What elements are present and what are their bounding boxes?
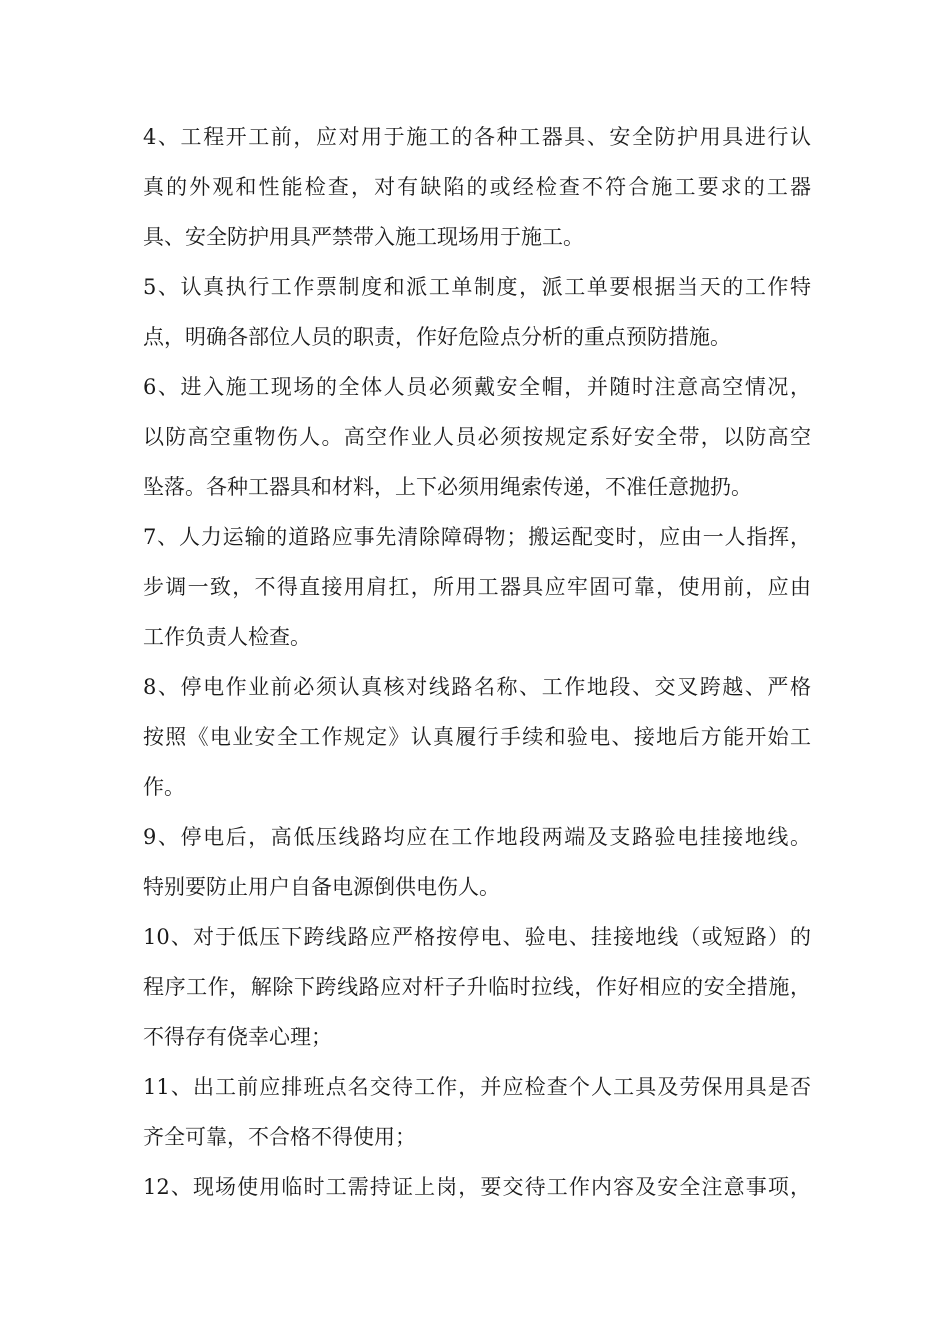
- paragraph-line: 8、停电作业前必须认真核对线路名称、工作地段、交叉跨越、严格: [143, 675, 811, 699]
- paragraph-line: 以防高空重物伤人。高空作业人员必须按规定系好安全带，以防高空: [143, 425, 811, 449]
- paragraph-line: 作。: [143, 775, 185, 799]
- paragraph-10: [143, 912, 811, 1062]
- paragraph-12: [143, 1162, 811, 1212]
- paragraph-line: 工作负责人检查。: [143, 625, 311, 649]
- paragraph-5: [143, 262, 811, 362]
- paragraph-line: 步调一致，不得直接用肩扛，所用工器具应牢固可靠，使用前，应由: [143, 575, 811, 599]
- paragraph-line: 不得存有侥幸心理；: [143, 1025, 332, 1049]
- paragraph-line: 真的外观和性能检查，对有缺陷的或经检查不符合施工要求的工器: [143, 175, 811, 199]
- paragraph-line: 9、停电后，高低压线路均应在工作地段两端及支路验电挂接地线。: [143, 825, 811, 849]
- paragraph-line: 6、进入施工现场的全体人员必须戴安全帽，并随时注意高空情况，: [143, 375, 811, 399]
- paragraph-8: [143, 662, 811, 812]
- paragraph-line: 12、现场使用临时工需持证上岗，要交待工作内容及安全注意事项，: [143, 1175, 811, 1199]
- paragraph-line: 齐全可靠，不合格不得使用；: [143, 1125, 416, 1149]
- paragraph-line: 程序工作，解除下跨线路应对杆子升临时拉线，作好相应的安全措施，: [143, 975, 811, 999]
- document-body: [143, 112, 811, 1212]
- paragraph-line: 点，明确各部位人员的职责，作好危险点分析的重点预防措施。: [143, 325, 731, 349]
- paragraph-line: 4、工程开工前，应对用于施工的各种工器具、安全防护用具进行认: [143, 125, 811, 149]
- paragraph-9: [143, 812, 811, 912]
- paragraph-line: 按照《电业安全工作规定》认真履行手续和验电、接地后方能开始工: [143, 725, 811, 749]
- paragraph-4: [143, 112, 811, 262]
- paragraph-line: 10、对于低压下跨线路应严格按停电、验电、挂接地线（或短路）的: [143, 925, 811, 949]
- paragraph-line: 具、安全防护用具严禁带入施工现场用于施工。: [143, 225, 584, 249]
- paragraph-line: 7、人力运输的道路应事先清除障碍物；搬运配变时，应由一人指挥，: [143, 525, 811, 549]
- paragraph-line: 11、出工前应排班点名交待工作，并应检查个人工具及劳保用具是否: [143, 1075, 811, 1099]
- paragraph-11: [143, 1062, 811, 1162]
- paragraph-6: [143, 362, 811, 512]
- paragraph-line: 5、认真执行工作票制度和派工单制度，派工单要根据当天的工作特: [143, 275, 811, 299]
- paragraph-line: 特别要防止用户自备电源倒供电伤人。: [143, 875, 500, 899]
- paragraph-line: 坠落。各种工器具和材料，上下必须用绳索传递，不准任意抛扔。: [143, 475, 752, 499]
- paragraph-7: [143, 512, 811, 662]
